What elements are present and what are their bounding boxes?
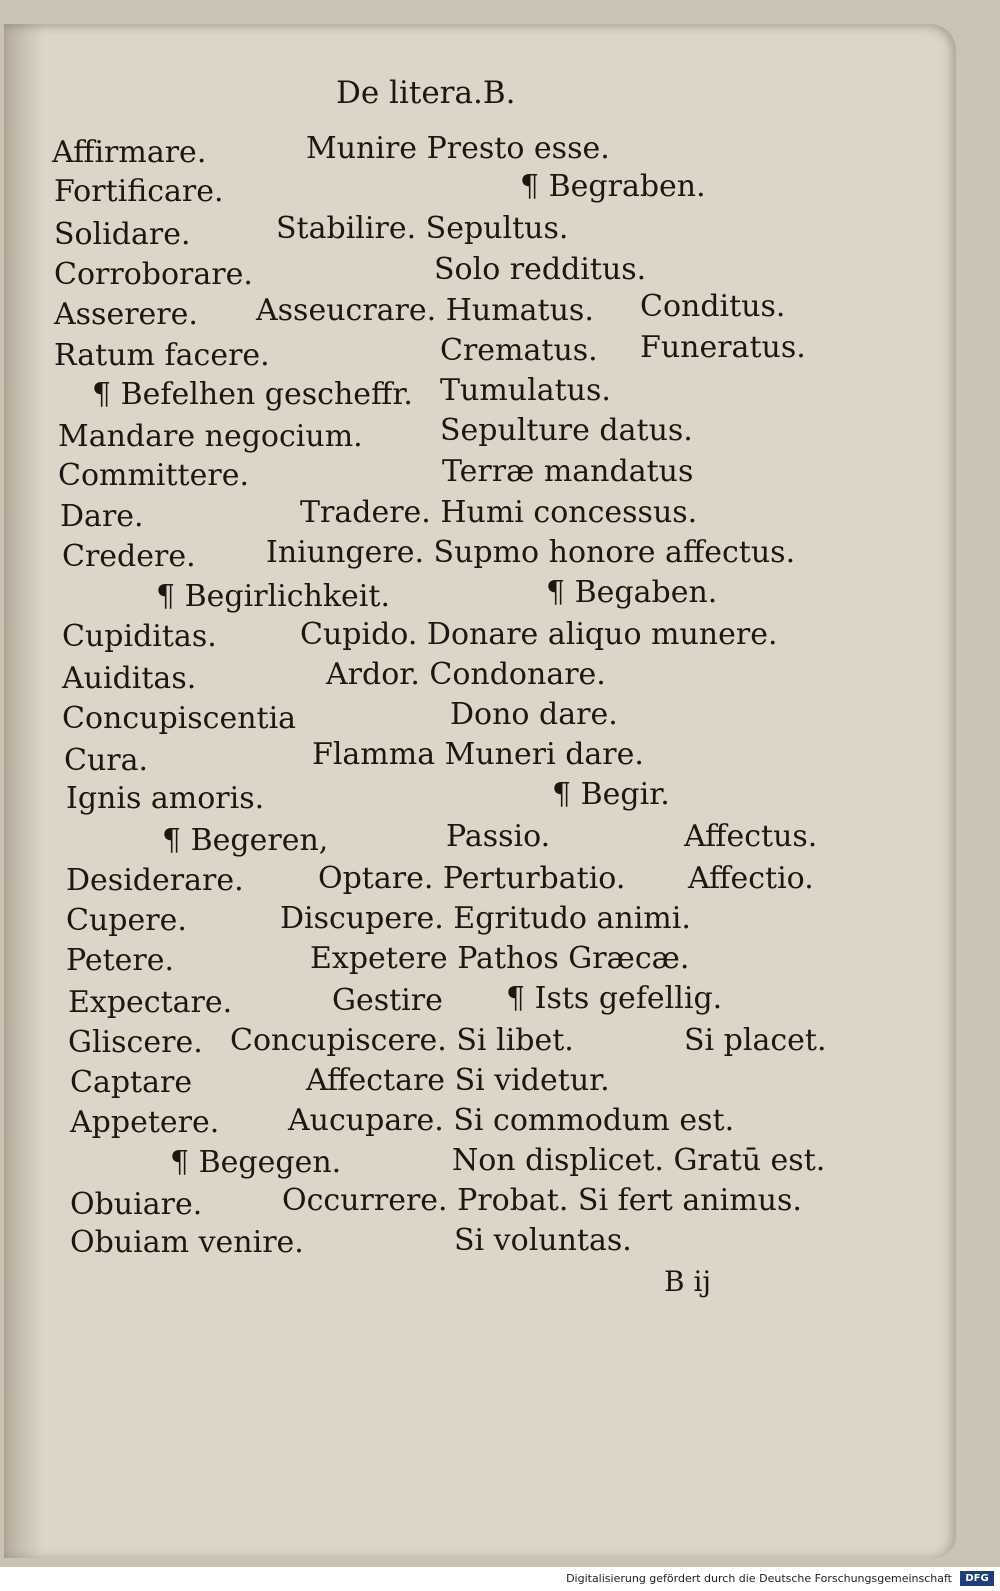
dfg-logo: DFG [960,1571,994,1586]
entry-right: ¶ Begaben. [546,575,718,610]
entry-right: ¶ Ists gefellig. [506,981,723,1016]
entry-left: Dare. [60,499,144,534]
entry-left: Affirmare. [52,135,207,170]
footer-credit: Digitalisierung gefördert durch die Deutsche Forschungsgemeinschaft [566,1572,952,1585]
entry-mid: Dono dare. [450,697,618,732]
entry-left: Obuiare. [70,1187,203,1222]
entry-left: Fortificare. [54,174,224,209]
entry-left: Expectare. [68,985,233,1020]
entry-mid: Iniungere. Supmo honore affectus. [266,535,796,570]
signature-mark: B ij [664,1265,712,1298]
entry-left: ¶ Begeren, [162,823,329,858]
entry-mid: Aucupare. Si commodum est. [288,1103,735,1138]
page-heading: De litera.B. [336,75,516,111]
entry-mid: Optare. Perturbatio. [318,861,626,896]
entry-left: Petere. [66,943,175,978]
entry-left: Appetere. [70,1105,220,1140]
entry-mid: Sepulture datus. [440,413,693,448]
entry-left: Credere. [62,539,196,574]
entry-mid: Affectare Si videtur. [306,1063,610,1098]
footer-bar [0,1567,1000,1591]
entry-left: Cupiditas. [62,619,217,654]
entry-left: Committere. [58,458,250,493]
entry-mid: Tradere. Humi concessus. [300,495,698,530]
entry-right: Funeratus. [640,330,806,365]
entry-mid: Crematus. [440,333,598,368]
entry-mid: Concupiscere. Si libet. [230,1023,574,1058]
entry-mid: Occurrere. Probat. Si fert animus. [282,1183,802,1218]
entry-left: Cura. [64,743,149,778]
entry-left: Obuiam venire. [70,1225,304,1260]
entry-left: Mandare negocium. [58,419,363,454]
entry-left: Ratum facere. [54,338,270,373]
entry-mid: Tumulatus. [440,373,611,408]
entry-left: ¶ Begirlichkeit. [156,579,390,614]
entry-left: Corroborare. [54,257,253,292]
entry-left: ¶ Befelhen gescheffr. [92,377,413,412]
entry-left: Auiditas. [62,661,197,696]
entry-left: Cupere. [66,903,187,938]
entry-right: Solo redditus. [434,252,647,287]
entry-mid: Passio. [446,819,551,854]
entry-mid: Non displicet. Gratū est. [452,1143,826,1178]
entry-mid: Si voluntas. [454,1223,632,1258]
entry-mid: Munire Presto esse. [306,131,610,166]
entry-left: Captare [70,1065,193,1100]
entry-right: Si placet. [684,1023,827,1058]
entry-left: Concupiscentia [62,701,297,736]
entry-left: Asserere. [54,297,198,332]
entry-mid: Flamma Muneri dare. [312,737,644,772]
entry-left: Solidare. [54,217,191,252]
entry-right: Affectus. [684,819,818,854]
entry-left: Gliscere. [68,1025,203,1060]
entry-mid: Terræ mandatus [442,454,694,489]
entry-right: Affectio. [688,861,814,896]
entry-left: ¶ Begegen. [170,1145,342,1180]
entry-mid: Ardor. Condonare. [326,657,606,692]
entry-right: Conditus. [640,289,786,324]
entry-left: Desiderare. [66,863,244,898]
entry-mid: Asseucrare. Humatus. [256,293,594,328]
entry-mid: Expetere Pathos Græcæ. [310,941,690,976]
entry-mid: Gestire [332,983,443,1018]
entry-mid: Stabilire. Sepultus. [276,211,569,246]
entry-right: ¶ Begir. [552,777,670,812]
entry-left: Ignis amoris. [66,781,265,816]
entry-right: ¶ Begraben. [520,169,706,204]
entry-mid: Discupere. Egritudo animi. [280,901,691,936]
entry-mid: Cupido. Donare aliquo munere. [300,617,778,652]
